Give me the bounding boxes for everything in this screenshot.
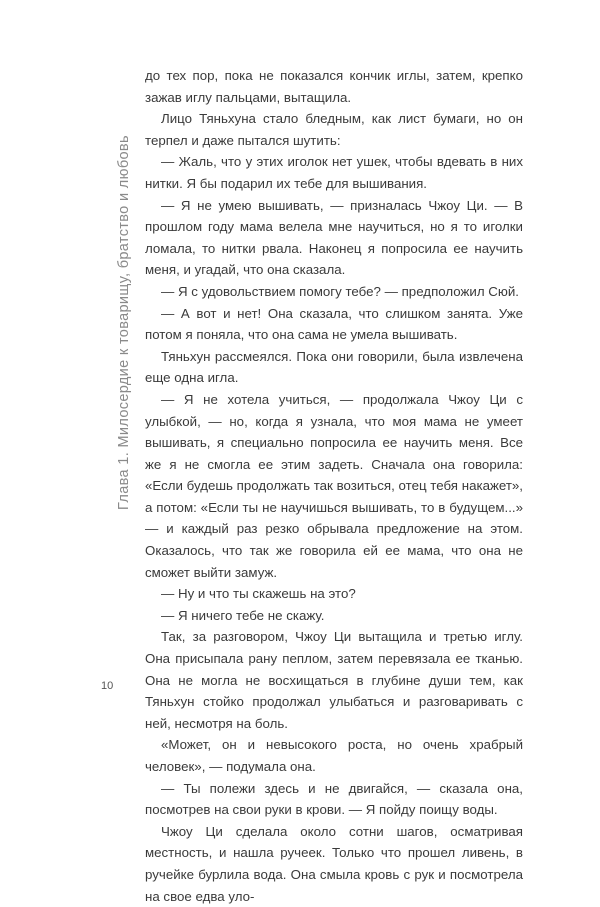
page-number: 10 [101,680,114,692]
paragraph: Так, за разговором, Чжоу Ци вытащила и третью иглу. Она присыпала рану пеплом, затем перевязала ее тканью. Она не могла не восхищаться в глубине души тем, как Тяньхун стойко продолжал улыбаться и разговаривать с ней, несмотря на боль. [145,629,523,731]
paragraph: Тяньхун рассмеялся. Пока они говорили, была извлечена еще одна игла. [145,348,523,386]
paragraph: — Ты полежи здесь и не двигайся, — сказала она, посмотрев на свои руки в крови. — Я пойду поищу воды. [145,780,523,818]
paragraph: Чжоу Ци сделала около сотни шагов, осматривая местность, и нашла ручеек. Только что прошел ливень, в ручейке бурлила вода. Она смыла кровь с рук и посмотрела на свое едва уло- [145,823,523,904]
paragraph: — Я не хотела учиться, — продолжала Чжоу Ци с улыбкой, — но, когда я узнала, что моя мама не умеет вышивать, я специально попросила ее научить меня. Все же я не смогла ее этим задеть. Сначала она говорила: «Если будешь продолжать так возиться, отец тебя накажет», а потом: «Если ты не научишься вышивать, то в будущем...» — и каждый раз резко обрывала предложение на этом. Оказалось, что так же говорила ей ее мама, что она не сможет выйти замуж. [145,391,523,580]
running-head: Глава 1. Милосердие к товарищу, братство и любовь [116,135,132,510]
paragraph: — Ну и что ты скажешь на это? [161,586,356,602]
paragraph: — Я не умею вышивать, — призналась Чжоу Ци. — В прошлом году мама велела мне научиться, но я то иголки ломала, то нитки рвала. Наконец я попросила ее научить меня, и угадай, что она сказала. [145,197,523,278]
paragraph: Лицо Тяньхуна стало бледным, как лист бумаги, но он терпел и даже пытался шутить: [145,111,523,148]
body-text [145,65,523,907]
paragraph: — Я ничего тебе не скажу. [161,607,325,623]
paragraph: — Жаль, что у этих иголок нет ушек, чтобы вдевать в них нитки. Я бы подарил их тебе для вышивания. [145,154,523,191]
paragraph: «Может, он и невысокого роста, но очень храбрый человек», — подумала она. [145,737,523,774]
paragraph: — Я с удовольствием помогу тебе? — предположил Сюй. [161,283,519,299]
paragraph: до тех пор, пока не показался кончик иглы, затем, крепко зажав иглу пальцами, вытащила. [145,68,523,105]
paragraph: — А вот и нет! Она сказала, что слишком занята. Уже потом я поняла, что она сама не умела вышивать. [145,305,523,343]
